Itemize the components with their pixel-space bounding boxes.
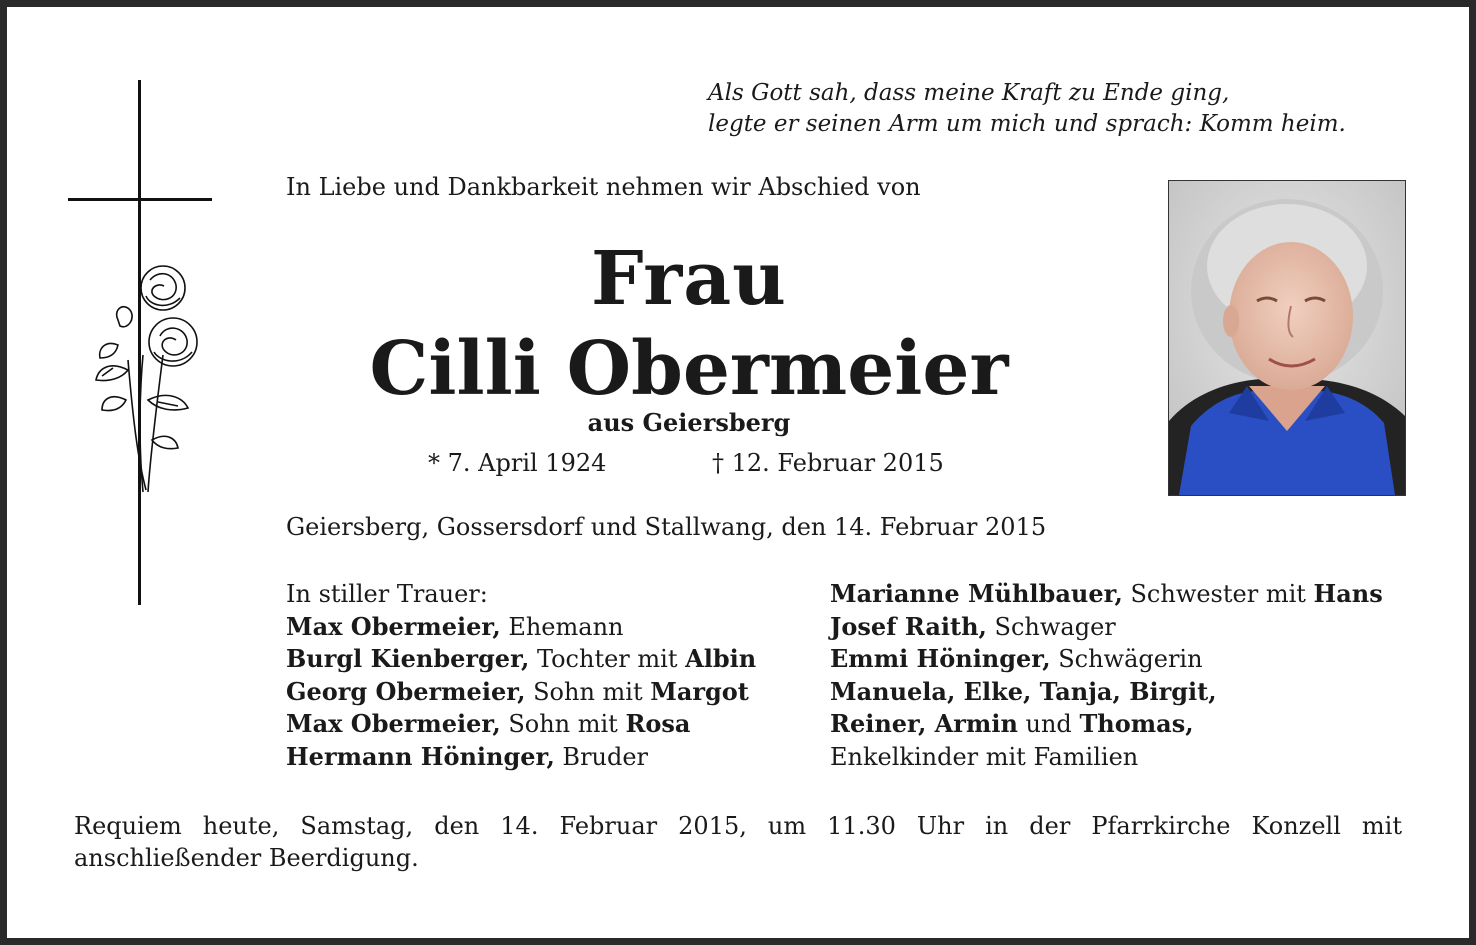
mourners-heading: In stiller Trauer: [286,580,488,608]
mourner-row: Georg Obermeier, Sohn mit Margot [286,676,749,706]
mourner-row: Max Obermeier, Ehemann [286,611,624,641]
mourner-row: Hermann Höninger, Bruder [286,741,649,771]
mourner-row: Max Obermeier, Sohn mit Rosa [286,709,691,738]
mourner-row: Emmi Höninger, Schwägerin [830,644,1203,673]
mourner-row: Manuela, Elke, Tanja, Birgit, [830,676,1217,706]
mourner-row: Enkelkinder mit Familien [830,742,1139,771]
motto-line-1: Als Gott sah, dass meine Kraft zu Ende ging, [708,80,1230,106]
place-date: Geiersberg, Gossersdorf und Stallwang, den 14. Februar 2015 [286,513,1047,541]
mourners-right [830,578,1383,773]
death-date: † 12. Februar 2015 [712,449,944,477]
mourner-row: Marianne Mühlbauer, Schwester mit Hans [830,579,1383,608]
motto-line-2: legte er seinen Arm um mich und sprach: Komm heim. [708,111,1346,137]
roses-icon [88,260,208,500]
mourner-row: Burgl Kienberger, Tochter mit Albin [286,644,757,673]
deceased-title: Frau [591,236,787,322]
cross-bar [68,198,212,201]
portrait-photo [1168,180,1406,496]
motto [708,78,1346,140]
birth-date: * 7. April 1924 [428,449,607,477]
mourner-row: Josef Raith, Schwager [830,611,1116,641]
mourners-left [286,578,756,773]
deceased-name: Cilli Obermeier [369,326,1009,412]
mourner-row: Reiner, Armin und Thomas, [830,709,1194,738]
deceased-origin: aus Geiersberg [587,408,791,437]
requiem-notice: Requiem heute, Samstag, den 14. Februar 2015, um 11.30 Uhr in der Pfarrkirche Konzell mit anschließender Beerdigung. [74,812,1402,872]
intro-text: In Liebe und Dankbarkeit nehmen wir Abschied von [286,173,921,201]
